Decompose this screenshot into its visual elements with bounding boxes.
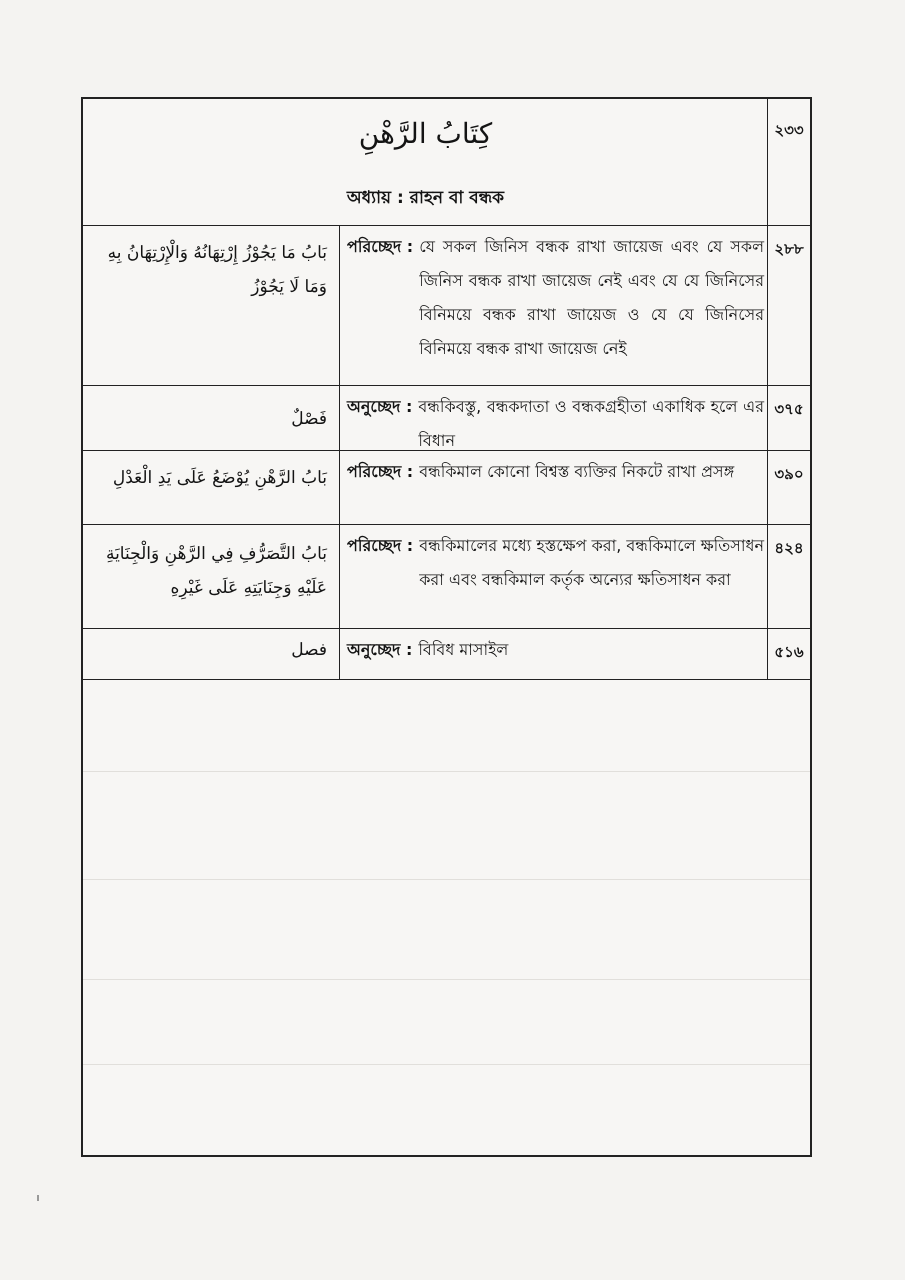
column-divider bbox=[339, 629, 340, 679]
section-title-arabic: بَابُ الرَّهْنِ يُوْضَعُ عَلَى يَدِ الْعَدْلِ bbox=[112, 468, 327, 488]
bleed-through-line bbox=[83, 771, 810, 772]
chapter-title-arabic: كِتَابُ الرَّهْنِ bbox=[358, 117, 493, 150]
page-number: ৫১৬ bbox=[774, 643, 804, 661]
section-title-arabic: فصل bbox=[291, 640, 327, 660]
contents-page bbox=[81, 97, 812, 1157]
bleed-through-line bbox=[83, 979, 810, 980]
bleed-through-line bbox=[83, 1064, 810, 1065]
table-row bbox=[83, 629, 810, 680]
section-label: অনুচ্ছেদ : bbox=[347, 640, 413, 659]
section-title-arabic: بَابُ مَا يَجُوْزُ إِرْتِهَانُهُ وَالْإِرْتِهَانُ بِهِ وَمَا لَا يَجُوْزُ bbox=[107, 243, 327, 297]
section-title-arabic: فَصْلٌ bbox=[291, 409, 327, 429]
table-row bbox=[83, 451, 810, 525]
section-title-arabic: بَابُ التَّصَرُّفِ فِي الرَّهْنِ وَالْجِنَايَةِ عَلَيْهِ وَجِنَايَتِهِ عَلَى غَيْرِهِ bbox=[105, 544, 327, 598]
section-title-bengali: বিবিধ মাসাইল bbox=[418, 640, 509, 659]
section-label: পরিচ্ছেদ : bbox=[347, 462, 414, 481]
table-row bbox=[83, 525, 810, 629]
section-title-bengali: বন্ধকিমালের মধ্যে হস্তক্ষেপ করা, বন্ধকিমালে ক্ষতিসাধন করা এবং বন্ধকিমাল কর্তৃক অন্যের ক্ষতিসাধন করা bbox=[419, 536, 764, 589]
page-number: ৩৭৫ bbox=[774, 400, 804, 418]
section-title-bengali: বন্ধকিবস্তু, বন্ধকদাতা ও বন্ধকগ্রহীতা একাধিক হলে এর বিধান bbox=[418, 397, 764, 450]
bleed-through-line bbox=[83, 879, 810, 880]
section-title-bengali: বন্ধকিমাল কোনো বিশ্বস্ত ব্যক্তির নিকটে রাখা প্রসঙ্গ bbox=[419, 462, 735, 481]
table-row bbox=[83, 226, 810, 386]
page-number: ২৩৩ bbox=[774, 121, 804, 139]
section-title-bengali: যে সকল জিনিস বন্ধক রাখা জায়েজ এবং যে সকল জিনিস বন্ধক রাখা জায়েজ নেই এবং যে যে জিনিসের বিনিময়ে বন্ধক রাখা জায়েজ ও যে যে জিনিসের বিনিময়ে বন্ধক রাখা জায়েজ নেই bbox=[419, 237, 764, 358]
column-divider bbox=[339, 386, 340, 450]
table-row bbox=[83, 386, 810, 451]
page-number: ৪২৪ bbox=[774, 539, 804, 557]
column-divider bbox=[339, 525, 340, 628]
chapter-title-bengali: অধ্যায় : রাহন বা বন্ধক bbox=[346, 188, 505, 208]
chapter-header-row bbox=[83, 99, 810, 226]
page-number: ৩৯০ bbox=[774, 465, 804, 483]
column-divider bbox=[339, 226, 340, 385]
page-mark bbox=[37, 1195, 39, 1201]
page-number: ২৮৮ bbox=[774, 240, 804, 258]
section-label: পরিচ্ছেদ : bbox=[347, 536, 414, 555]
column-divider bbox=[339, 451, 340, 524]
section-label: পরিচ্ছেদ : bbox=[347, 237, 414, 256]
section-label: অনুচ্ছেদ : bbox=[347, 397, 413, 416]
